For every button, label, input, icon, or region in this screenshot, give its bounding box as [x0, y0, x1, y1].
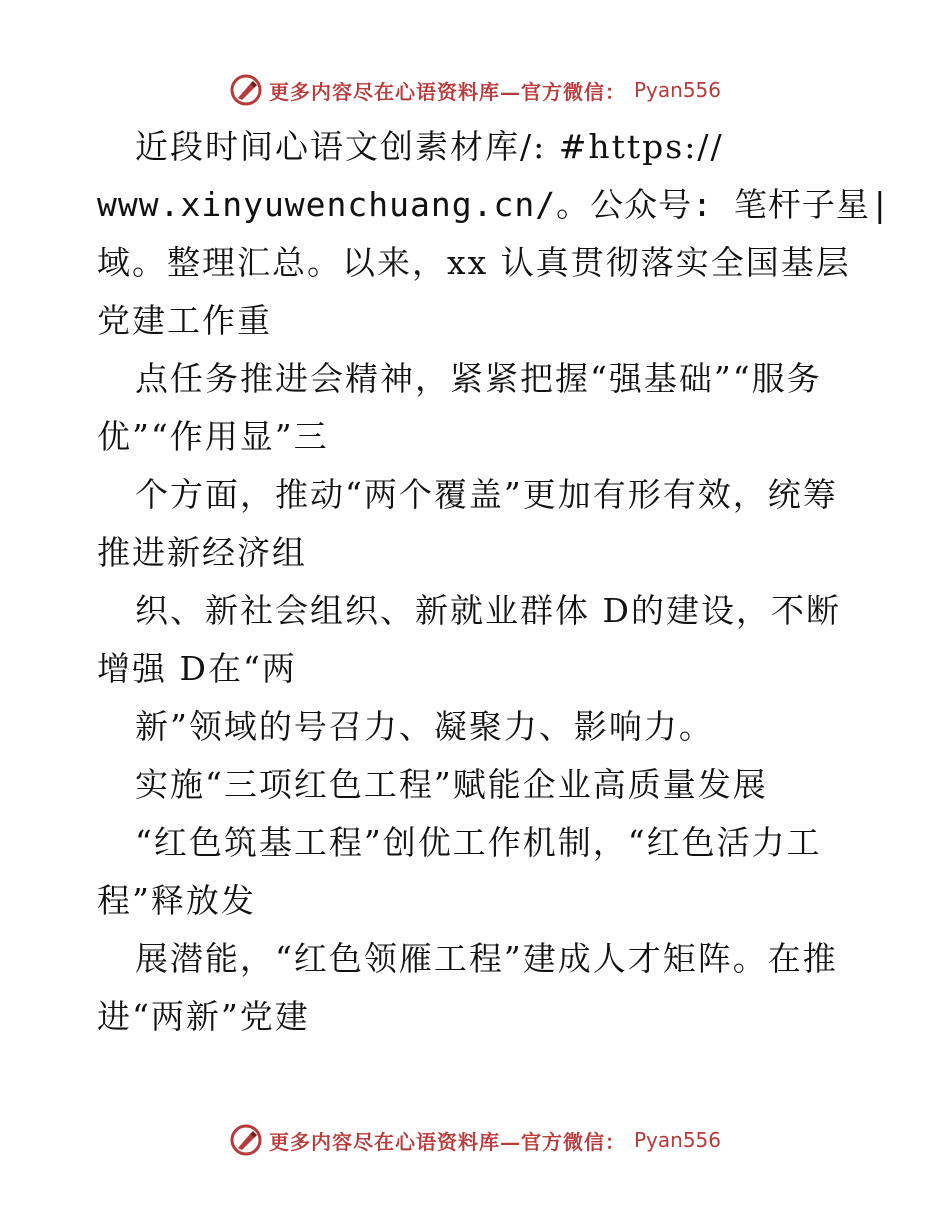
body-line: 点任务推进会精神，紧紧把握“强基础”“服务 — [135, 359, 822, 398]
pen-logo-icon — [229, 73, 263, 107]
body-line: 织、新社会组织、新就业群体 D的建设，不断 — [135, 591, 841, 630]
body-line: 实施“三项红色工程”赋能企业高质量发展 — [135, 765, 768, 804]
body-line: 新”领域的号召力、凝聚力、影响力。 — [135, 707, 714, 746]
body-line: 推进新经济组 — [97, 533, 307, 572]
header-banner — [0, 70, 950, 110]
footer-contact: Pyan556 — [633, 1128, 721, 1152]
body-line: 程”释放发 — [97, 881, 256, 920]
body-line: “红色筑基工程”创优工作机制，“红色活力工 — [135, 823, 822, 862]
body-line: 进“两新”党建 — [97, 997, 310, 1036]
footer-banner — [0, 1120, 950, 1160]
body-line: 增强 D在“两 — [97, 649, 297, 688]
pen-logo-icon — [229, 1123, 263, 1157]
body-line: 近段时间心语文创素材库/: #https:// — [135, 127, 724, 166]
body-line: 域。整理汇总。以来，xx 认真贯彻落实全国基层 — [97, 243, 851, 282]
body-line: 党建工作重 — [97, 301, 272, 340]
body-line: 展潜能，“红色领雁工程”建成人才矩阵。在推 — [135, 939, 838, 978]
body-line: www.xinyuwenchuang.cn/。公众号: 笔杆子星| — [97, 185, 891, 224]
header-contact: Pyan556 — [633, 78, 721, 102]
header-banner-text: 更多内容尽在心语资料库—官方微信： — [268, 79, 626, 104]
body-line: 个方面，推动“两个覆盖”更加有形有效，统筹 — [135, 475, 838, 514]
footer-banner-text: 更多内容尽在心语资料库—官方微信： — [268, 1129, 626, 1154]
document-body — [97, 118, 891, 1046]
body-line: 优”“作用显”三 — [97, 417, 329, 456]
